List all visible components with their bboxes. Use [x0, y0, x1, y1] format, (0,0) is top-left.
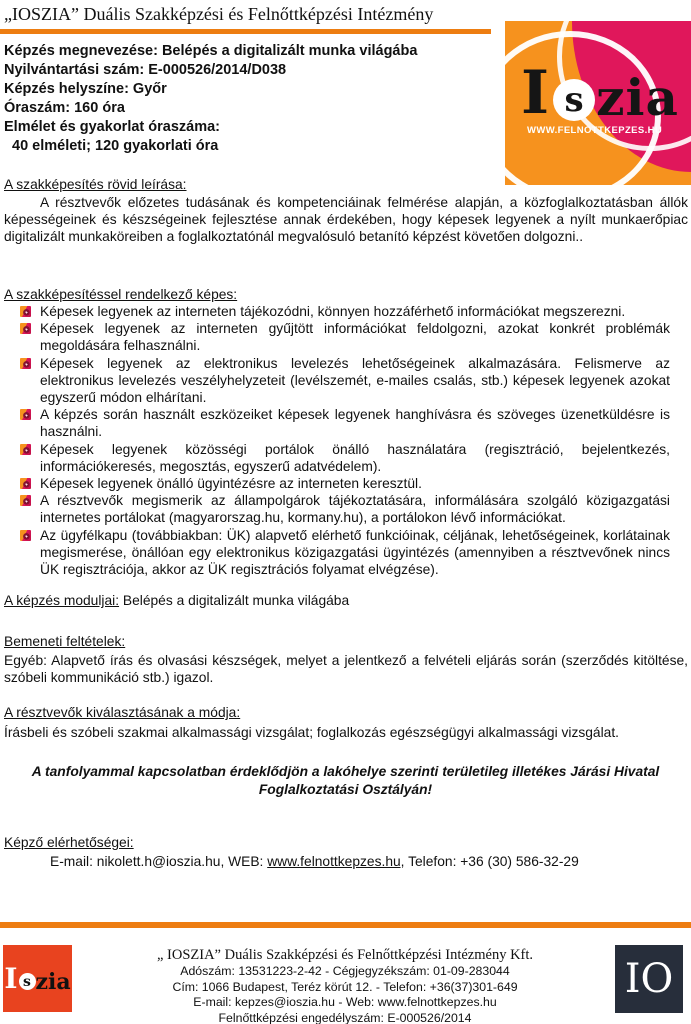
logo-wordmark: [521, 58, 679, 128]
footer-ioszia-logo: [3, 945, 72, 1012]
footer-email-web-line: E-mail: kepzes@ioszia.hu - Web: www.felnottkepzes.hu: [193, 995, 497, 1009]
district-office-notice: A tanfolyammal kapcsolatban érdeklődjön a lakóhelye szerinti területileg illetékes Járási Hivatal Foglalkoztatási Osztályán!: [31, 764, 660, 797]
footer-company-name: „ IOSZIA” Duális Szakképzési és Felnőttképzési Intézmény Kft.: [156, 947, 534, 963]
header-divider: [0, 29, 491, 34]
theory-practice-label-line: Elmélet és gyakorlat óraszáma:: [4, 119, 220, 135]
selection-method-heading: A résztvevők kiválasztásának a módja:: [4, 705, 241, 720]
entry-requirements-body: Egyéb: Alapvető írás és olvasási készségek, melyet a jelentkező a felvételi eljárás során (szerződés kitöltése, szóbeli kommunikáció stb.) igazol.: [4, 653, 688, 685]
modules-line: [4, 593, 349, 608]
footer-tax-line: Adószám: 13531223-2-42 - Cégjegyzékszám: 01-09-283044: [180, 964, 510, 978]
logo-letter-i: I: [521, 58, 550, 128]
competencies-heading: A szakképesítéssel rendelkező képes:: [4, 287, 238, 302]
list-item: Képesek legyenek az interneten gyűjtött információkat feldolgozni, azokat konkrét problémák megoldására felhasználni.: [4, 320, 670, 354]
footer-license-line: Felnőttképzési engedélyszám: E-000526/2014: [218, 1010, 472, 1024]
list-item: Képesek legyenek az interneten tájékozódni, könnyen hozzáférhető információkat megszerezni.: [4, 303, 670, 320]
modules-value: Belépés a digitalizált munka világába: [119, 593, 350, 608]
course-name-line: Képzés megnevezése: Belépés a digitalizált munka világába: [4, 43, 418, 59]
list-item: Képesek legyenek az elektronikus levelezés lehetőségeinek alkalmazására. Felismerve az elektronikus levelezés veszélyhelyzeteit (levélszemét, e-mailes csalás, stb.) képesek legyenek azokat egyszerű módon elhárítani.: [4, 355, 670, 407]
list-item: Képesek legyenek közösségi portálok önálló használatára (regisztráció, bejelentkezés, információkeresés, megosztás, egyszerű adatvédelem).: [4, 441, 670, 475]
list-item: A képzés során használt eszközeiket képesek legyenek hanghívásra és szöveges üzenetküldésre is használni.: [4, 406, 670, 440]
footer-company-block: [90, 947, 600, 1024]
footer-divider: [0, 922, 691, 928]
footer-address-line: Cím: 1066 Budapest, Teréz körút 12. - Telefon: +36(37)301-649: [172, 979, 518, 994]
ioszia-bullet-icon: [20, 444, 31, 455]
website-link[interactable]: www.felnottkepzes.hu,: [267, 854, 405, 869]
email-label: E-mail:: [50, 854, 97, 869]
course-hours-line: Óraszám: 160 óra: [4, 100, 125, 116]
short-description-body: A résztvevők előzetes tudásának és kompetenciáinak felmérése alapján, a közfoglalkoztatásban állók képességeinek és készségeinek fejlesztése annak érdekében, hogy képesek legyenek a nyílt munkaerőpiac digitalizált munkaköreiben a foglalkoztatónál megvalósuló betanító képzést követően dolgozni..: [4, 195, 688, 244]
list-item: Az ügyfélkapu (továbbiakban: ÜK) alapvető elérhető funkcióinak, céljának, lehetőségeinek, korlátainak megismerése, önállóan egy elektronikus közigazgatási ügyintézés (amennyiben a résztvevőnek nincs ÜK regisztrációja, akkor az ÜK regisztrációs folyamat elvégzése).: [4, 527, 670, 579]
ioszia-bullet-icon: [20, 409, 31, 420]
phone-value: +36 (30) 586-32-29: [460, 854, 579, 869]
contact-heading: Képző elérhetőségei:: [4, 835, 134, 850]
page-title: „IOSZIA” Duális Szakképzési és Felnőttképzési Intézmény: [4, 4, 434, 24]
email-value: nikolett.h@ioszia.hu: [96, 854, 221, 869]
selection-method-body: Írásbeli és szóbeli szakmai alkalmassági vizsgálat; foglalkozás egészségügyi alkalmassági vizsgálat.: [4, 725, 620, 740]
theory-practice-hours-line: 40 elméleti; 120 gyakorlati óra: [12, 138, 219, 154]
list-item: Képesek legyenek önálló ügyintézésre az interneten keresztül.: [4, 475, 670, 492]
modules-heading: A képzés moduljai:: [4, 593, 120, 608]
ioszia-bullet-icon: [20, 306, 31, 317]
web-label: , WEB:: [220, 854, 268, 869]
footer-logo-letters-zia: zia: [35, 968, 71, 995]
registration-number-line: Nyilvántartási szám: E-000526/2014/D038: [4, 62, 287, 78]
logo-letters-zia: zia: [596, 68, 679, 127]
logo-s-circle: s: [553, 79, 595, 121]
ioszia-bullet-icon: [20, 358, 31, 369]
entry-requirements-heading: Bemeneti feltételek:: [4, 634, 126, 649]
course-location-line: Képzés helyszíne: Győr: [4, 81, 167, 97]
logo-url-text: WWW.FELNOTTKEPZES.HU: [527, 125, 663, 136]
list-item: A résztvevők megismerik az állampolgárok tájékoztatására, informálására szolgáló közigazgatási internetes portálokat (magyarorszag.hu, kormany.hu), a portálokon lévő információkat.: [4, 492, 670, 526]
ioszia-bullet-icon: [20, 323, 31, 334]
ioszia-bullet-icon: [20, 478, 31, 489]
competency-list: [4, 303, 670, 578]
short-description-heading: A szakképesítés rövid leírása:: [4, 177, 187, 192]
contact-line: [4, 854, 688, 869]
course-info-block: [4, 42, 504, 156]
ioszia-logo: [505, 21, 691, 185]
ioszia-bullet-icon: [20, 495, 31, 506]
ioszia-bullet-icon: [20, 530, 31, 541]
footer-logo-s-circle: s: [19, 973, 36, 990]
footer-io-logo: IO: [615, 945, 683, 1013]
footer-logo-letter-i: I: [4, 961, 18, 995]
phone-label: Telefon:: [404, 854, 461, 869]
